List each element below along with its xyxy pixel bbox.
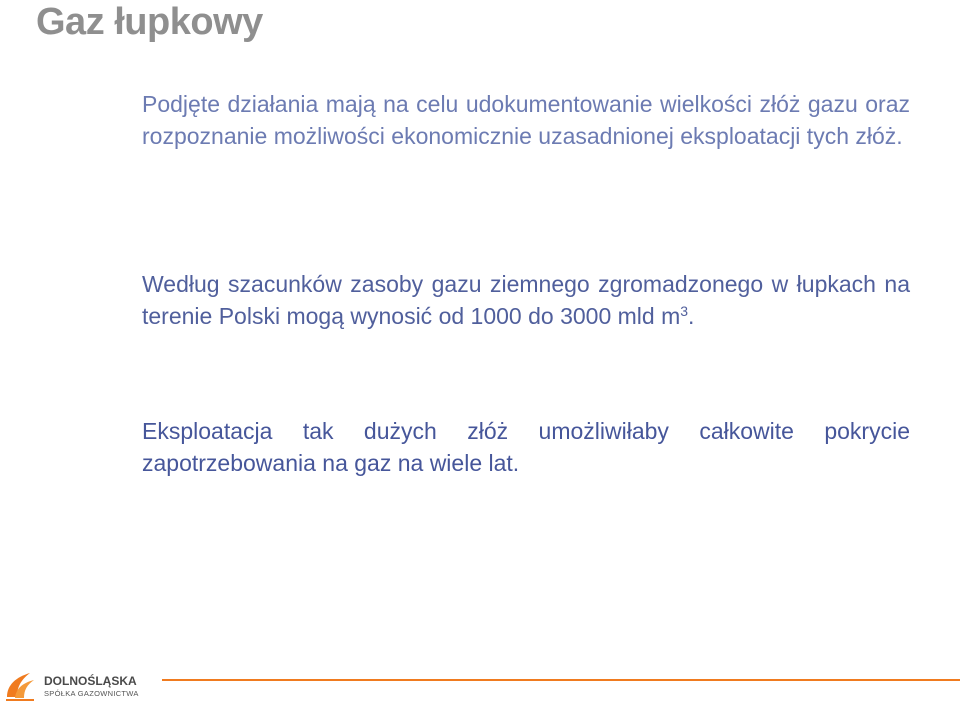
logo-company-name: DOLNOŚLĄSKA (44, 674, 137, 688)
footer-divider (162, 679, 960, 681)
flame-logo-icon (4, 667, 40, 703)
company-logo (4, 667, 144, 703)
paragraph-goals: Podjęte działania mają na celu udokumentowanie wielkości złóż gazu oraz rozpoznanie możliwości ekonomicznie uzasadnionej eksploatacji tych złóż. (142, 91, 910, 149)
superscript-three: 3 (680, 303, 689, 319)
paragraph-estimates-end: . (688, 303, 695, 329)
paragraph-estimates (142, 268, 910, 332)
logo-company-subtitle: SPÓŁKA GAZOWNICTWA (44, 689, 139, 698)
slide-title: Gaz łupkowy (36, 1, 263, 43)
paragraph-exploitation: Eksploatacja tak dużych złóż umożliwiłaby całkowite pokrycie zapotrzebowania na gaz na wiele lat. (142, 418, 910, 476)
paragraph-estimates-text: Według szacunków zasoby gazu ziemnego zgromadzonego w łupkach na terenie Polski mogą wynosić od 1000 do 3000 mld m (142, 271, 910, 329)
